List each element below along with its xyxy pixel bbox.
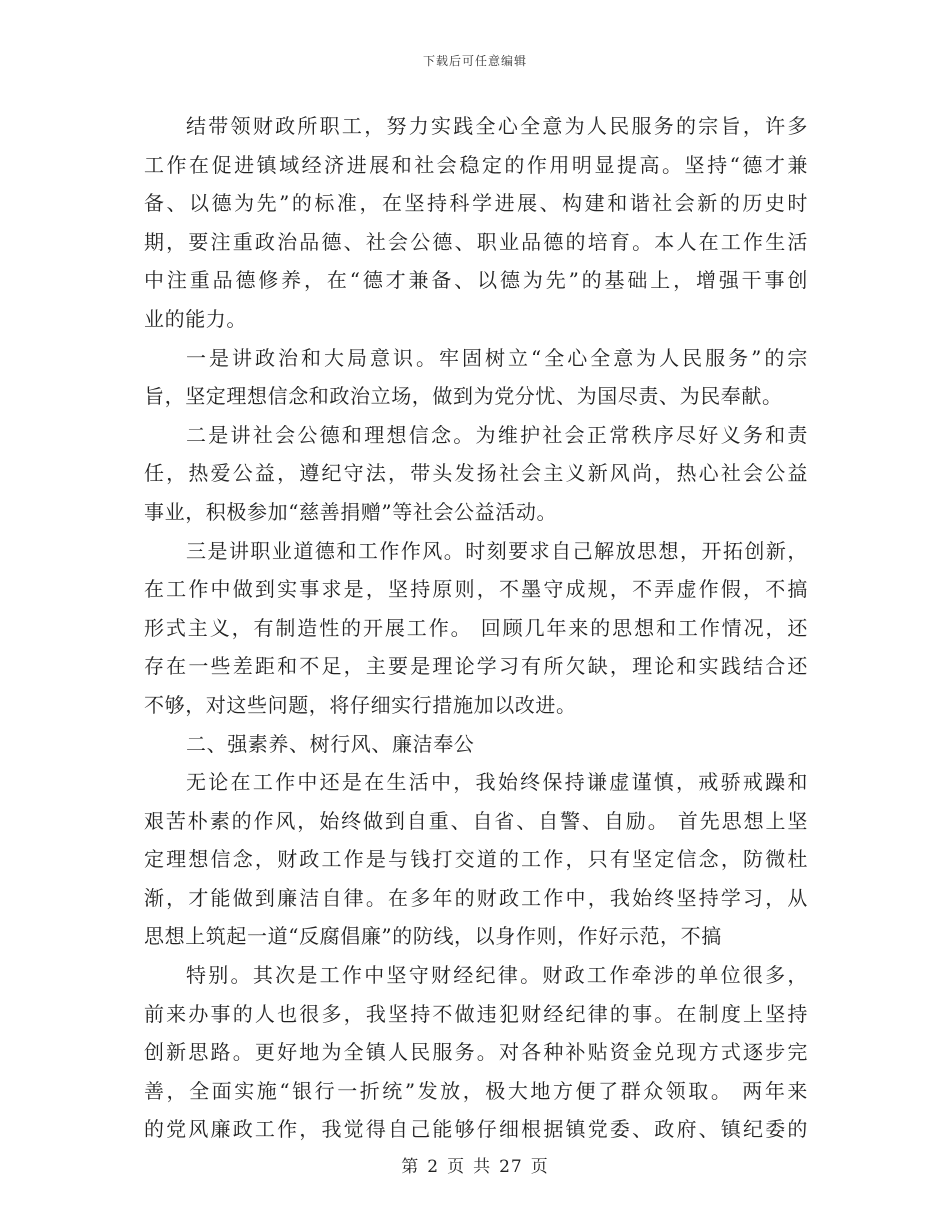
text-line: 中注重品德修养，在“德才兼备、以德为先”的基础上，增强干事创 bbox=[144, 268, 808, 293]
text-line: 工作在促进镇域经济进展和社会稳定的作用明显提高。坚持“德才兼 bbox=[144, 152, 808, 177]
footer-suffix: 页 bbox=[530, 1157, 549, 1177]
text-line: 不够，对这些问题，将仔细实行措施加以改进。 bbox=[144, 692, 577, 717]
text-line: 旨，坚定理想信念和政治立场，做到为党分忧、为国尽责、为民奉献。 bbox=[144, 384, 783, 409]
text-line: 创新思路。更好地为全镇人民服务。对各种补贴资金兑现方式逐步完 bbox=[144, 1040, 808, 1065]
text-line: 期，要注重政治品德、社会公德、职业品德的培育。本人在工作生活 bbox=[144, 229, 808, 254]
text-line: 事业，积极参加“慈善捐赠”等社会公益活动。 bbox=[144, 499, 558, 524]
text-line: 的党风廉政工作，我觉得自己能够仔细根据镇党委、政府、镇纪委的 bbox=[144, 1117, 808, 1142]
text-line: 善，全面实施“银行一折统”发放，极大地方便了群众领取。 两年来 bbox=[144, 1078, 808, 1103]
footer-total-pages: 27 bbox=[499, 1157, 523, 1177]
text-line: 三是讲职业道德和工作作风。时刻要求自己解放思想，开拓创新， bbox=[186, 538, 808, 563]
footer-prefix: 第 bbox=[401, 1157, 420, 1177]
text-line: 业的能力。 bbox=[144, 306, 247, 331]
text-line: 前来办事的人也很多，我坚持不做违犯财经纪律的事。在制度上坚持 bbox=[144, 1001, 808, 1026]
text-line: 在工作中做到实事求是，坚持原则，不墨守成规，不弄虚作假，不搞 bbox=[144, 577, 808, 602]
text-line: 任，热爱公益，遵纪守法，带头发扬社会主义新风尚，热心社会公益 bbox=[144, 461, 808, 486]
text-line: 渐，才能做到廉洁自律。在多年的财政工作中，我始终坚持学习，从 bbox=[144, 885, 808, 910]
page-header-note: 下载后可任意编辑 bbox=[422, 54, 527, 68]
text-line: 结带领财政所职工，努力实践全心全意为人民服务的宗旨，许多 bbox=[186, 114, 808, 138]
text-line: 无论在工作中还是在生活中，我始终保持谦虚谨慎，戒骄戒躁和 bbox=[186, 770, 808, 795]
text-line: 二、强素养、树行风、廉洁奉公 bbox=[186, 731, 475, 756]
text-line: 二是讲社会公德和理想信念。为维护社会正常秩序尽好义务和责 bbox=[186, 422, 808, 447]
footer-page-word: 页 bbox=[447, 1157, 466, 1177]
text-line: 定理想信念，财政工作是与钱打交道的工作，只有坚定信念，防微杜 bbox=[144, 847, 808, 872]
footer-total-word: 共 bbox=[473, 1157, 492, 1177]
text-line: 存在一些差距和不足，主要是理论学习有所欠缺，理论和实践结合还 bbox=[144, 654, 808, 679]
text-line: 一是讲政治和大局意识。牢固树立“全心全意为人民服务”的宗 bbox=[186, 345, 808, 370]
text-line: 形式主义，有制造性的开展工作。 回顾几年来的思想和工作情况，还 bbox=[144, 615, 808, 640]
document-body bbox=[144, 107, 808, 1149]
text-line: 艰苦朴素的作风，始终做到自重、自省、自警、自励。 首先思想上坚 bbox=[144, 808, 808, 833]
footer-current-page: 2 bbox=[427, 1157, 440, 1177]
text-line: 思想上筑起一道“反腐倡廉”的防线，以身作则，作好示范，不搞 bbox=[144, 924, 722, 949]
text-line: 备、以德为先”的标准，在坚持科学进展、构建和谐社会新的历史时 bbox=[144, 191, 808, 216]
text-line: 特别。其次是工作中坚守财经纪律。财政工作牵涉的单位很多， bbox=[186, 963, 808, 988]
page-footer bbox=[0, 1152, 950, 1177]
